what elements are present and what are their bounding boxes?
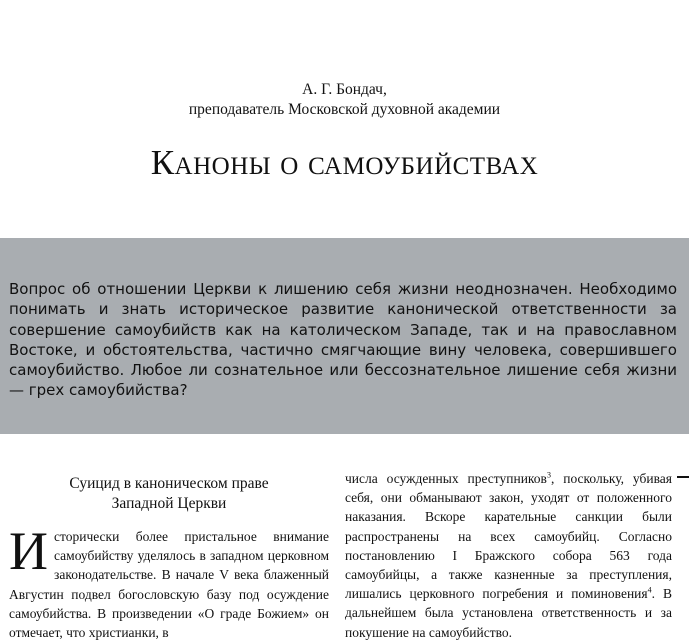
right-text-part-3: . В дальнейшем была установлена ответственность и за покушение на самоубийство.	[345, 586, 672, 640]
drop-cap: И	[9, 521, 48, 581]
author-name: А. Г. Бондач,	[302, 81, 387, 98]
right-text-part-2: , поскольку, убивая себя, они обманывают закон, уходят от положенного наказания. Вскоре карательные санкции были распространены на всех самоубийц. Согласно постановлению I Бражского собора 563 года самоубийцы, а также казненные за преступления, лишались церковного погребения и поминовения	[345, 471, 672, 602]
left-paragraph-text: сторически более пристальное внимание самоубийству уделялось в западном церковном законодательстве. В начале V века блаженный Августин подвел богословскую базу под осуждение самоубийства. В произведении «О граде Божием» он отмечает, что христианки, в	[9, 529, 329, 641]
section-heading-line-2: Западной Церкви	[111, 495, 227, 512]
right-text-part-1: числа осужденных преступников	[345, 471, 547, 486]
section-heading-line-1: Суицид в каноническом праве	[69, 475, 269, 492]
footnote-ref-4[interactable]: 4	[647, 585, 652, 595]
right-column	[345, 469, 672, 642]
footnote-ref-3[interactable]: 3	[546, 470, 551, 480]
section-heading	[9, 474, 329, 514]
author-block	[0, 80, 689, 120]
margin-marker	[677, 476, 689, 478]
author-position: преподаватель Московской духовной академии	[188, 101, 501, 118]
abstract-text: Вопрос об отношении Церкви к лишению себя жизни неоднозначен. Необходимо понимать и знать историческое развитие канонической ответственности за совершение самоубийств как на католическом Западе, так и на православном Востоке, и обстоятельства, частично смягчающие вину человека, совершившего самоубийство. Любое ли сознательное или бессознательное лишение себя жизни — грех самоубийства?	[9, 280, 677, 400]
right-paragraph	[345, 469, 672, 642]
left-column	[9, 474, 329, 642]
article-title: Каноны о самоубийствах	[150, 143, 539, 182]
left-paragraph	[9, 521, 329, 642]
